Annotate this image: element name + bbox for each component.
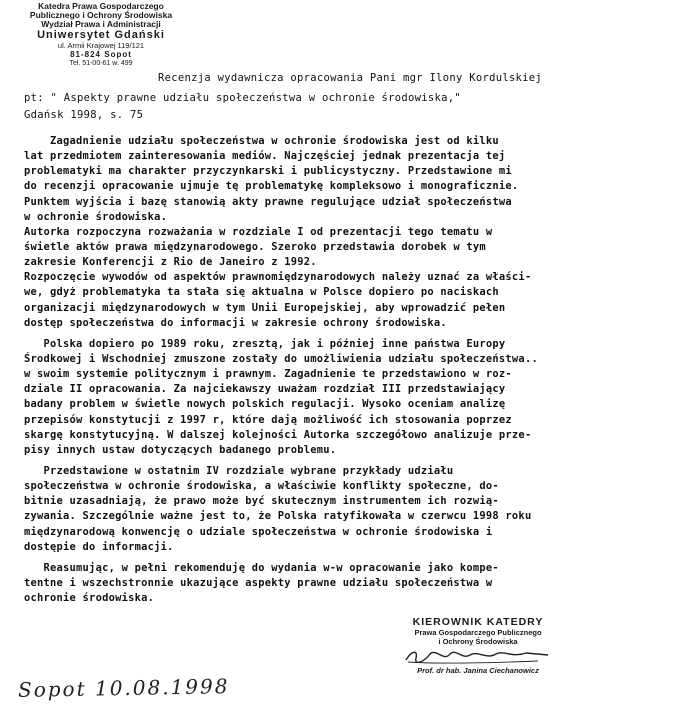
body-line: do recenzji opracowanie ujmuje tę problematykę kompleksowo i monograficznie.: [24, 180, 519, 193]
letterhead-stamp: [6, 2, 196, 68]
body-line: ochronie środowiska.: [24, 592, 155, 605]
body-line: społeczeństwa w ochronie środowiska, a właściwie konflikty społeczne, do-: [24, 480, 499, 493]
review-title: Recenzja wydawnicza opracowania Pani mgr Ilony Kordulskiej: [158, 72, 543, 84]
letterhead-city: 81-824 Sopot: [70, 50, 132, 59]
review-place-pages: Gdańsk 1998, s. 75: [24, 109, 144, 121]
body-line: Reasumując, w pełni rekomenduję do wydania w-w opracowanie jako kompe-: [24, 561, 499, 574]
signature-department: Prawa Gospodarczego Publicznego: [414, 628, 542, 637]
body-line: skargę konstytucyjną. W dalszej kolejności Autorka szczegółowo analizuje prze-: [24, 428, 532, 441]
body-line: w ochronie środowiska.: [24, 210, 168, 223]
body-line: Zagadnienie udziału społeczeństwa w ochronie środowiska jest od kilku: [24, 135, 499, 147]
review-subject: pt: " Aspekty prawne udziału społeczeństwa w ochronie środowiska,": [24, 92, 462, 104]
body-line: problematyki ma charakter przyczynkarski i publicystyczny. Przedstawione mi: [24, 165, 512, 178]
letterhead-line: Wydział Prawa i Administracji: [41, 19, 161, 29]
body-line: badany problem w świetle nowych polskich regulacji. Wysoko oceniam analizę: [24, 398, 506, 411]
letterhead-line: Publicznego i Ochrony Środowiska: [29, 10, 173, 20]
body-line: dziale II opracowania. Za najciekawszy uważam rozdział III przedstawiający: [24, 383, 506, 396]
body-line: międzynarodową konwencję o udziale społeczeństwa w ochronie środowiska i: [24, 525, 493, 538]
body-line: lat przedmiotem zainteresowania mediów. Najczęściej jednak prezentacja tej: [24, 150, 506, 163]
body-line: pisy innych ustaw dotyczących badanego problemu.: [24, 443, 337, 456]
signature-department-2: i Ochrony Środowiska: [438, 637, 518, 646]
body-line: Punktem wyjścia i bazę stanowią akty prawne regulujące udział społeczeństwa: [24, 195, 512, 208]
review-body: [24, 134, 688, 606]
body-line: zakresie Konferencji z Rio de Janeiro z 1992.: [24, 256, 317, 269]
letterhead-university: Uniwersytet Gdański: [37, 29, 165, 41]
body-line: tentne i wszechstronnie ukazujące aspekty prawne udziału społeczeństwa w: [24, 576, 493, 589]
signature-title: KIEROWNIK KATEDRY: [412, 616, 544, 628]
handwritten-date: Sopot 10.08.1998: [17, 674, 230, 702]
body-line: dostępie do informacji.: [24, 540, 174, 553]
body-line: bitnie uzasadniają, że prawo może być skutecznym instrumentem ich rozwią-: [24, 495, 499, 508]
body-line: dostęp społeczeństwa do informacji w zakresie ochrony środowiska.: [24, 316, 447, 329]
letterhead-address: ul. Armii Krajowej 119/121: [57, 41, 145, 50]
signature-stamp: [378, 616, 578, 675]
body-line: we, gdyż problematyka ta stała się aktualna w Polsce dopiero po naciskach: [24, 286, 499, 299]
body-line: organizacji międzynarodowych w tym Unii Europejskiej, aby wprowadzić pełen: [24, 301, 506, 314]
body-line: zywania. Szczególnie ważne jest to, że Polska ratyfikowała w czerwcu 1998 roku: [24, 510, 532, 523]
signature-name: Prof. dr hab. Janina Ciechanowicz: [417, 666, 539, 675]
letterhead-phone: Tel. 51-00-61 w. 499: [69, 60, 133, 67]
body-line: Rozpoczęcie wywodów od aspektów prawnomiędzynarodowych należy uznać za właści-: [24, 271, 532, 284]
handwritten-signature-icon: [378, 646, 578, 666]
body-line: Polska dopiero po 1989 roku, zresztą, jak i później inne państwa Europy: [24, 337, 506, 350]
body-line: Przedstawione w ostatnim IV rozdziale wybrane przykłady udziału: [24, 464, 454, 477]
body-line: Środkowej i Wschodniej zmuszone zostały do umożliwienia udziału społeczeństwa..: [24, 352, 538, 365]
body-line: w swoim systemie politycznym i prawnym. Zagadnienie te przedstawiono w roz-: [24, 368, 512, 381]
body-line: świetle aktów prawa międzynarodowego. Szeroko przedstawia dorobek w tym: [24, 240, 486, 253]
body-line: przepisów konstytucji z 1997 r, które dają możliwość ich stosowania poprzez: [24, 413, 512, 426]
letterhead-line: Katedra Prawa Gospodarczego: [38, 1, 164, 11]
body-line: Autorka rozpoczyna rozważania w rozdziale I od prezentacji tego tematu w: [24, 225, 493, 238]
